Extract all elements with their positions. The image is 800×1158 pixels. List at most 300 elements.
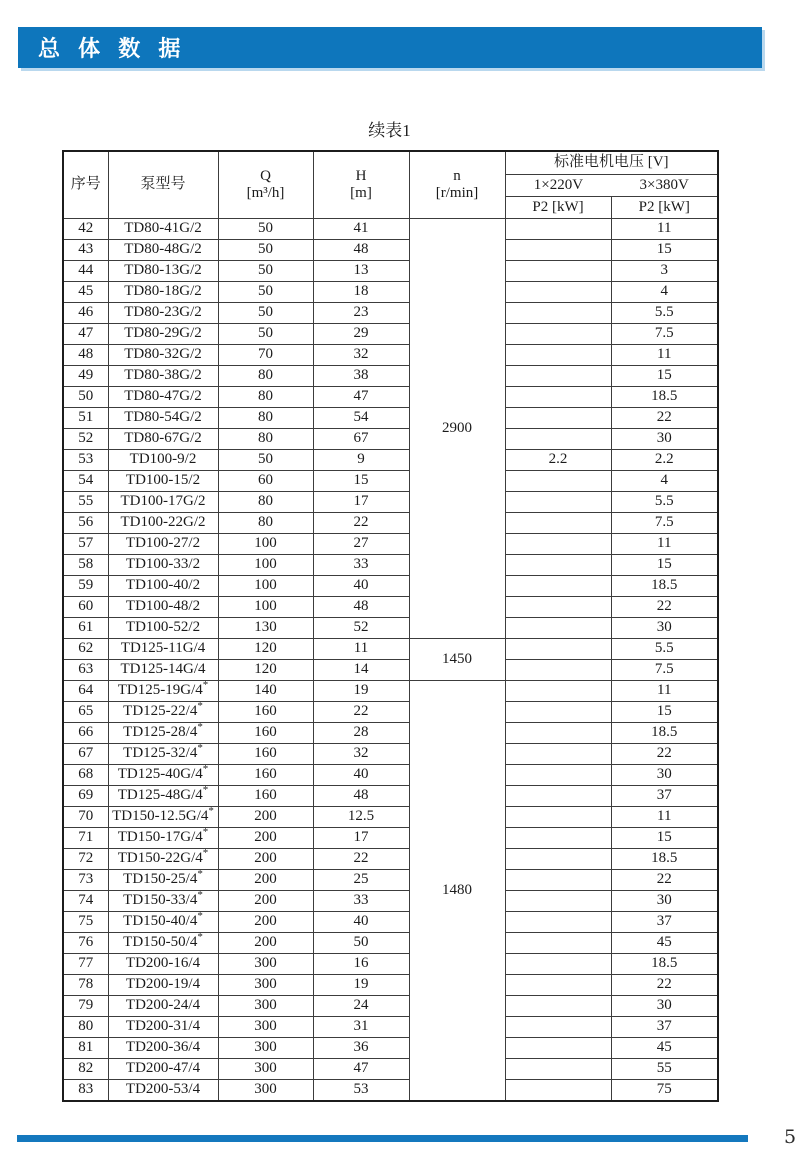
cell-p2-220 [505,576,611,597]
cell-p2-380: 15 [611,828,718,849]
table-row [63,387,718,408]
header-flow [218,151,313,219]
cell-model: TD80-32G/2 [108,345,218,366]
cell-serial: 70 [63,807,108,828]
cell-head: 23 [313,303,409,324]
cell-flow: 80 [218,387,313,408]
cell-p2-380: 15 [611,240,718,261]
cell-p2-380: 30 [611,765,718,786]
cell-model: TD80-48G/2 [108,240,218,261]
table-row [63,555,718,576]
table-row [63,786,718,807]
cell-model: TD80-38G/2 [108,366,218,387]
cell-p2-220 [505,345,611,366]
cell-p2-220 [505,1038,611,1059]
cell-flow: 70 [218,345,313,366]
cell-p2-220 [505,555,611,576]
cell-model: TD80-67G/2 [108,429,218,450]
header-model: 泵型号 [108,151,218,219]
cell-model: TD80-41G/2 [108,219,218,240]
cell-serial: 68 [63,765,108,786]
cell-model: TD150-12.5G/4* [108,807,218,828]
cell-serial: 49 [63,366,108,387]
cell-p2-380: 11 [611,534,718,555]
cell-flow: 100 [218,576,313,597]
cell-p2-380: 37 [611,1017,718,1038]
cell-model: TD125-40G/4* [108,765,218,786]
cell-p2-220 [505,660,611,681]
cell-head: 67 [313,429,409,450]
cell-serial: 76 [63,933,108,954]
cell-serial: 79 [63,996,108,1017]
table-row [63,639,718,660]
header-head-symbol: H [355,167,367,184]
table-row [63,534,718,555]
cell-head: 47 [313,1059,409,1080]
cell-model: TD200-16/4 [108,954,218,975]
cell-p2-220 [505,870,611,891]
cell-flow: 60 [218,471,313,492]
cell-flow: 140 [218,681,313,702]
cell-flow: 200 [218,849,313,870]
cell-flow: 80 [218,492,313,513]
cell-head: 32 [313,345,409,366]
cell-flow: 50 [218,324,313,345]
header-flow-unit: [m³/h] [246,185,285,201]
cell-flow: 200 [218,870,313,891]
cell-p2-220 [505,744,611,765]
cell-model: TD125-11G/4 [108,639,218,660]
cell-p2-380: 18.5 [611,387,718,408]
cell-p2-380: 55 [611,1059,718,1080]
table-row [63,492,718,513]
cell-serial: 58 [63,555,108,576]
cell-model: TD100-40/2 [108,576,218,597]
cell-p2-380: 30 [611,618,718,639]
cell-model: TD80-13G/2 [108,261,218,282]
header-p2-220: P2 [kW] [505,197,611,219]
cell-speed: 1450 [409,639,505,681]
cell-head: 48 [313,240,409,261]
cell-flow: 100 [218,555,313,576]
cell-serial: 64 [63,681,108,702]
cell-p2-220 [505,303,611,324]
cell-p2-380: 4 [611,282,718,303]
cell-head: 27 [313,534,409,555]
cell-serial: 67 [63,744,108,765]
table-row [63,408,718,429]
cell-p2-380: 11 [611,681,718,702]
header-voltage-220: 1×220V [533,176,584,193]
cell-serial: 75 [63,912,108,933]
cell-head: 48 [313,597,409,618]
cell-model: TD200-31/4 [108,1017,218,1038]
cell-flow: 300 [218,1017,313,1038]
table-row [63,219,718,240]
cell-p2-220 [505,723,611,744]
cell-serial: 56 [63,513,108,534]
cell-p2-380: 45 [611,933,718,954]
table-row [63,807,718,828]
cell-serial: 50 [63,387,108,408]
cell-flow: 160 [218,786,313,807]
table-row [63,576,718,597]
cell-model: TD200-24/4 [108,996,218,1017]
cell-flow: 300 [218,1080,313,1101]
cell-model: TD100-33/2 [108,555,218,576]
cell-p2-380: 5.5 [611,492,718,513]
cell-serial: 77 [63,954,108,975]
cell-p2-380: 4 [611,471,718,492]
cell-head: 36 [313,1038,409,1059]
section-title: 总 体 数 据 [38,36,187,61]
cell-p2-220 [505,786,611,807]
cell-p2-380: 22 [611,870,718,891]
cell-p2-220 [505,1059,611,1080]
cell-p2-220 [505,387,611,408]
cell-p2-220 [505,891,611,912]
cell-flow: 50 [218,450,313,471]
header-speed-symbol: n [453,167,461,184]
table-row [63,324,718,345]
cell-p2-220 [505,282,611,303]
cell-serial: 81 [63,1038,108,1059]
cell-p2-380: 30 [611,429,718,450]
cell-p2-220 [505,1017,611,1038]
cell-serial: 45 [63,282,108,303]
cell-serial: 55 [63,492,108,513]
cell-p2-380: 18.5 [611,954,718,975]
cell-p2-380: 11 [611,807,718,828]
cell-model: TD200-36/4 [108,1038,218,1059]
table-row [63,429,718,450]
cell-serial: 44 [63,261,108,282]
cell-p2-220 [505,912,611,933]
cell-flow: 300 [218,1059,313,1080]
cell-flow: 80 [218,513,313,534]
cell-serial: 48 [63,345,108,366]
cell-p2-220 [505,534,611,555]
cell-head: 18 [313,282,409,303]
cell-p2-220 [505,702,611,723]
cell-model: TD150-22G/4* [108,849,218,870]
header-head-unit: [m] [350,185,372,201]
cell-flow: 80 [218,366,313,387]
cell-head: 22 [313,849,409,870]
cell-serial: 71 [63,828,108,849]
cell-p2-220 [505,513,611,534]
cell-head: 50 [313,933,409,954]
table-row [63,240,718,261]
table-row [63,366,718,387]
cell-head: 40 [313,576,409,597]
cell-model: TD100-52/2 [108,618,218,639]
cell-flow: 160 [218,765,313,786]
cell-head: 33 [313,555,409,576]
cell-model: TD150-33/4* [108,891,218,912]
cell-p2-380: 22 [611,597,718,618]
cell-head: 52 [313,618,409,639]
cell-p2-220 [505,324,611,345]
table-row [63,828,718,849]
cell-flow: 50 [218,303,313,324]
table-row [63,744,718,765]
cell-p2-380: 15 [611,702,718,723]
cell-head: 40 [313,912,409,933]
cell-model: TD80-47G/2 [108,387,218,408]
cell-flow: 200 [218,933,313,954]
cell-p2-380: 30 [611,996,718,1017]
cell-model: TD150-50/4* [108,933,218,954]
header-serial: 序号 [63,151,108,219]
cell-flow: 300 [218,954,313,975]
cell-model: TD125-14G/4 [108,660,218,681]
cell-serial: 52 [63,429,108,450]
cell-model: TD125-32/4* [108,744,218,765]
table-row [63,660,718,681]
cell-model: TD150-25/4* [108,870,218,891]
cell-p2-220 [505,933,611,954]
table-row [63,975,718,996]
page-number: 5 [784,1126,797,1148]
cell-p2-380: 18.5 [611,849,718,870]
cell-model: TD200-19/4 [108,975,218,996]
table-row [63,282,718,303]
cell-model: TD80-54G/2 [108,408,218,429]
cell-head: 22 [313,513,409,534]
cell-head: 17 [313,828,409,849]
cell-p2-380: 7.5 [611,660,718,681]
table-body [63,219,718,1101]
table-row [63,702,718,723]
cell-p2-380: 37 [611,786,718,807]
cell-head: 19 [313,975,409,996]
cell-speed: 1480 [409,681,505,1101]
cell-model: TD100-27/2 [108,534,218,555]
cell-serial: 54 [63,471,108,492]
table-row [63,891,718,912]
cell-flow: 200 [218,807,313,828]
cell-flow: 50 [218,219,313,240]
cell-head: 53 [313,1080,409,1101]
cell-p2-220: 2.2 [505,450,611,471]
cell-p2-220 [505,996,611,1017]
cell-speed: 2900 [409,219,505,639]
cell-serial: 60 [63,597,108,618]
table-row [63,1038,718,1059]
cell-flow: 50 [218,261,313,282]
cell-head: 12.5 [313,807,409,828]
table-row [63,597,718,618]
cell-head: 24 [313,996,409,1017]
cell-model: TD80-23G/2 [108,303,218,324]
cell-p2-220 [505,1080,611,1101]
table-row [63,870,718,891]
cell-p2-220 [505,849,611,870]
cell-serial: 66 [63,723,108,744]
table-row [63,618,718,639]
table-row [63,450,718,471]
cell-flow: 300 [218,975,313,996]
cell-head: 47 [313,387,409,408]
cell-p2-380: 5.5 [611,303,718,324]
cell-flow: 100 [218,597,313,618]
cell-head: 17 [313,492,409,513]
cell-head: 11 [313,639,409,660]
cell-p2-220 [505,807,611,828]
cell-p2-380: 2.2 [611,450,718,471]
cell-serial: 74 [63,891,108,912]
cell-serial: 46 [63,303,108,324]
cell-flow: 300 [218,996,313,1017]
cell-head: 22 [313,702,409,723]
cell-serial: 72 [63,849,108,870]
cell-flow: 300 [218,1038,313,1059]
cell-serial: 43 [63,240,108,261]
cell-flow: 50 [218,240,313,261]
cell-flow: 160 [218,723,313,744]
cell-head: 16 [313,954,409,975]
cell-head: 40 [313,765,409,786]
cell-p2-220 [505,954,611,975]
table-row [63,912,718,933]
cell-p2-380: 18.5 [611,723,718,744]
table-row [63,345,718,366]
cell-p2-380: 3 [611,261,718,282]
table-row [63,303,718,324]
cell-p2-380: 75 [611,1080,718,1101]
cell-serial: 62 [63,639,108,660]
cell-head: 9 [313,450,409,471]
cell-p2-380: 22 [611,408,718,429]
cell-p2-380: 11 [611,219,718,240]
table-row [63,765,718,786]
header-voltage-380: 3×380V [639,176,689,193]
cell-p2-380: 18.5 [611,576,718,597]
cell-model: TD150-17G/4* [108,828,218,849]
header-voltage-group: 标准电机电压 [V] [505,151,718,175]
cell-p2-220 [505,975,611,996]
table-header [63,151,718,219]
cell-head: 33 [313,891,409,912]
cell-p2-380: 30 [611,891,718,912]
cell-model: TD80-18G/2 [108,282,218,303]
cell-model: TD100-22G/2 [108,513,218,534]
table-row [63,681,718,702]
table-row [63,996,718,1017]
cell-head: 32 [313,744,409,765]
header-flow-symbol: Q [260,167,271,184]
cell-p2-220 [505,597,611,618]
cell-flow: 200 [218,828,313,849]
cell-flow: 50 [218,282,313,303]
cell-head: 48 [313,786,409,807]
footer-rule-bar [17,1135,748,1142]
cell-model: TD125-48G/4* [108,786,218,807]
cell-model: TD100-48/2 [108,597,218,618]
cell-p2-380: 11 [611,345,718,366]
cell-p2-380: 7.5 [611,324,718,345]
cell-head: 28 [313,723,409,744]
cell-model: TD200-53/4 [108,1080,218,1101]
table-row [63,471,718,492]
cell-p2-220 [505,492,611,513]
cell-p2-220 [505,366,611,387]
cell-head: 15 [313,471,409,492]
cell-serial: 65 [63,702,108,723]
cell-serial: 69 [63,786,108,807]
cell-serial: 51 [63,408,108,429]
cell-head: 19 [313,681,409,702]
table-row [63,723,718,744]
cell-head: 29 [313,324,409,345]
header-p2-380: P2 [kW] [611,197,718,219]
header-voltage-values [505,175,718,197]
cell-flow: 80 [218,429,313,450]
cell-model: TD100-15/2 [108,471,218,492]
cell-p2-220 [505,219,611,240]
cell-model: TD125-19G/4* [108,681,218,702]
table-row [63,1080,718,1101]
cell-head: 41 [313,219,409,240]
cell-head: 38 [313,366,409,387]
cell-p2-220 [505,828,611,849]
cell-model: TD80-29G/2 [108,324,218,345]
cell-serial: 59 [63,576,108,597]
header-head [313,151,409,219]
cell-p2-380: 22 [611,975,718,996]
cell-p2-220 [505,639,611,660]
table-row [63,261,718,282]
table-row [63,1017,718,1038]
cell-serial: 80 [63,1017,108,1038]
cell-serial: 83 [63,1080,108,1101]
cell-flow: 130 [218,618,313,639]
cell-p2-220 [505,429,611,450]
table-row [63,933,718,954]
cell-flow: 120 [218,660,313,681]
cell-model: TD200-47/4 [108,1059,218,1080]
cell-flow: 200 [218,912,313,933]
cell-model: TD100-9/2 [108,450,218,471]
cell-serial: 61 [63,618,108,639]
section-banner [18,27,762,68]
cell-flow: 160 [218,744,313,765]
cell-serial: 47 [63,324,108,345]
cell-p2-380: 45 [611,1038,718,1059]
cell-head: 31 [313,1017,409,1038]
cell-p2-220 [505,681,611,702]
cell-serial: 42 [63,219,108,240]
cell-head: 13 [313,261,409,282]
cell-flow: 120 [218,639,313,660]
cell-p2-220 [505,618,611,639]
cell-p2-220 [505,765,611,786]
pump-data-table [62,150,719,1102]
cell-head: 14 [313,660,409,681]
cell-p2-380: 37 [611,912,718,933]
table-row [63,954,718,975]
cell-flow: 80 [218,408,313,429]
cell-p2-380: 5.5 [611,639,718,660]
cell-head: 25 [313,870,409,891]
cell-flow: 200 [218,891,313,912]
cell-p2-220 [505,261,611,282]
cell-p2-220 [505,240,611,261]
cell-p2-380: 15 [611,555,718,576]
table-row [63,1059,718,1080]
cell-serial: 78 [63,975,108,996]
